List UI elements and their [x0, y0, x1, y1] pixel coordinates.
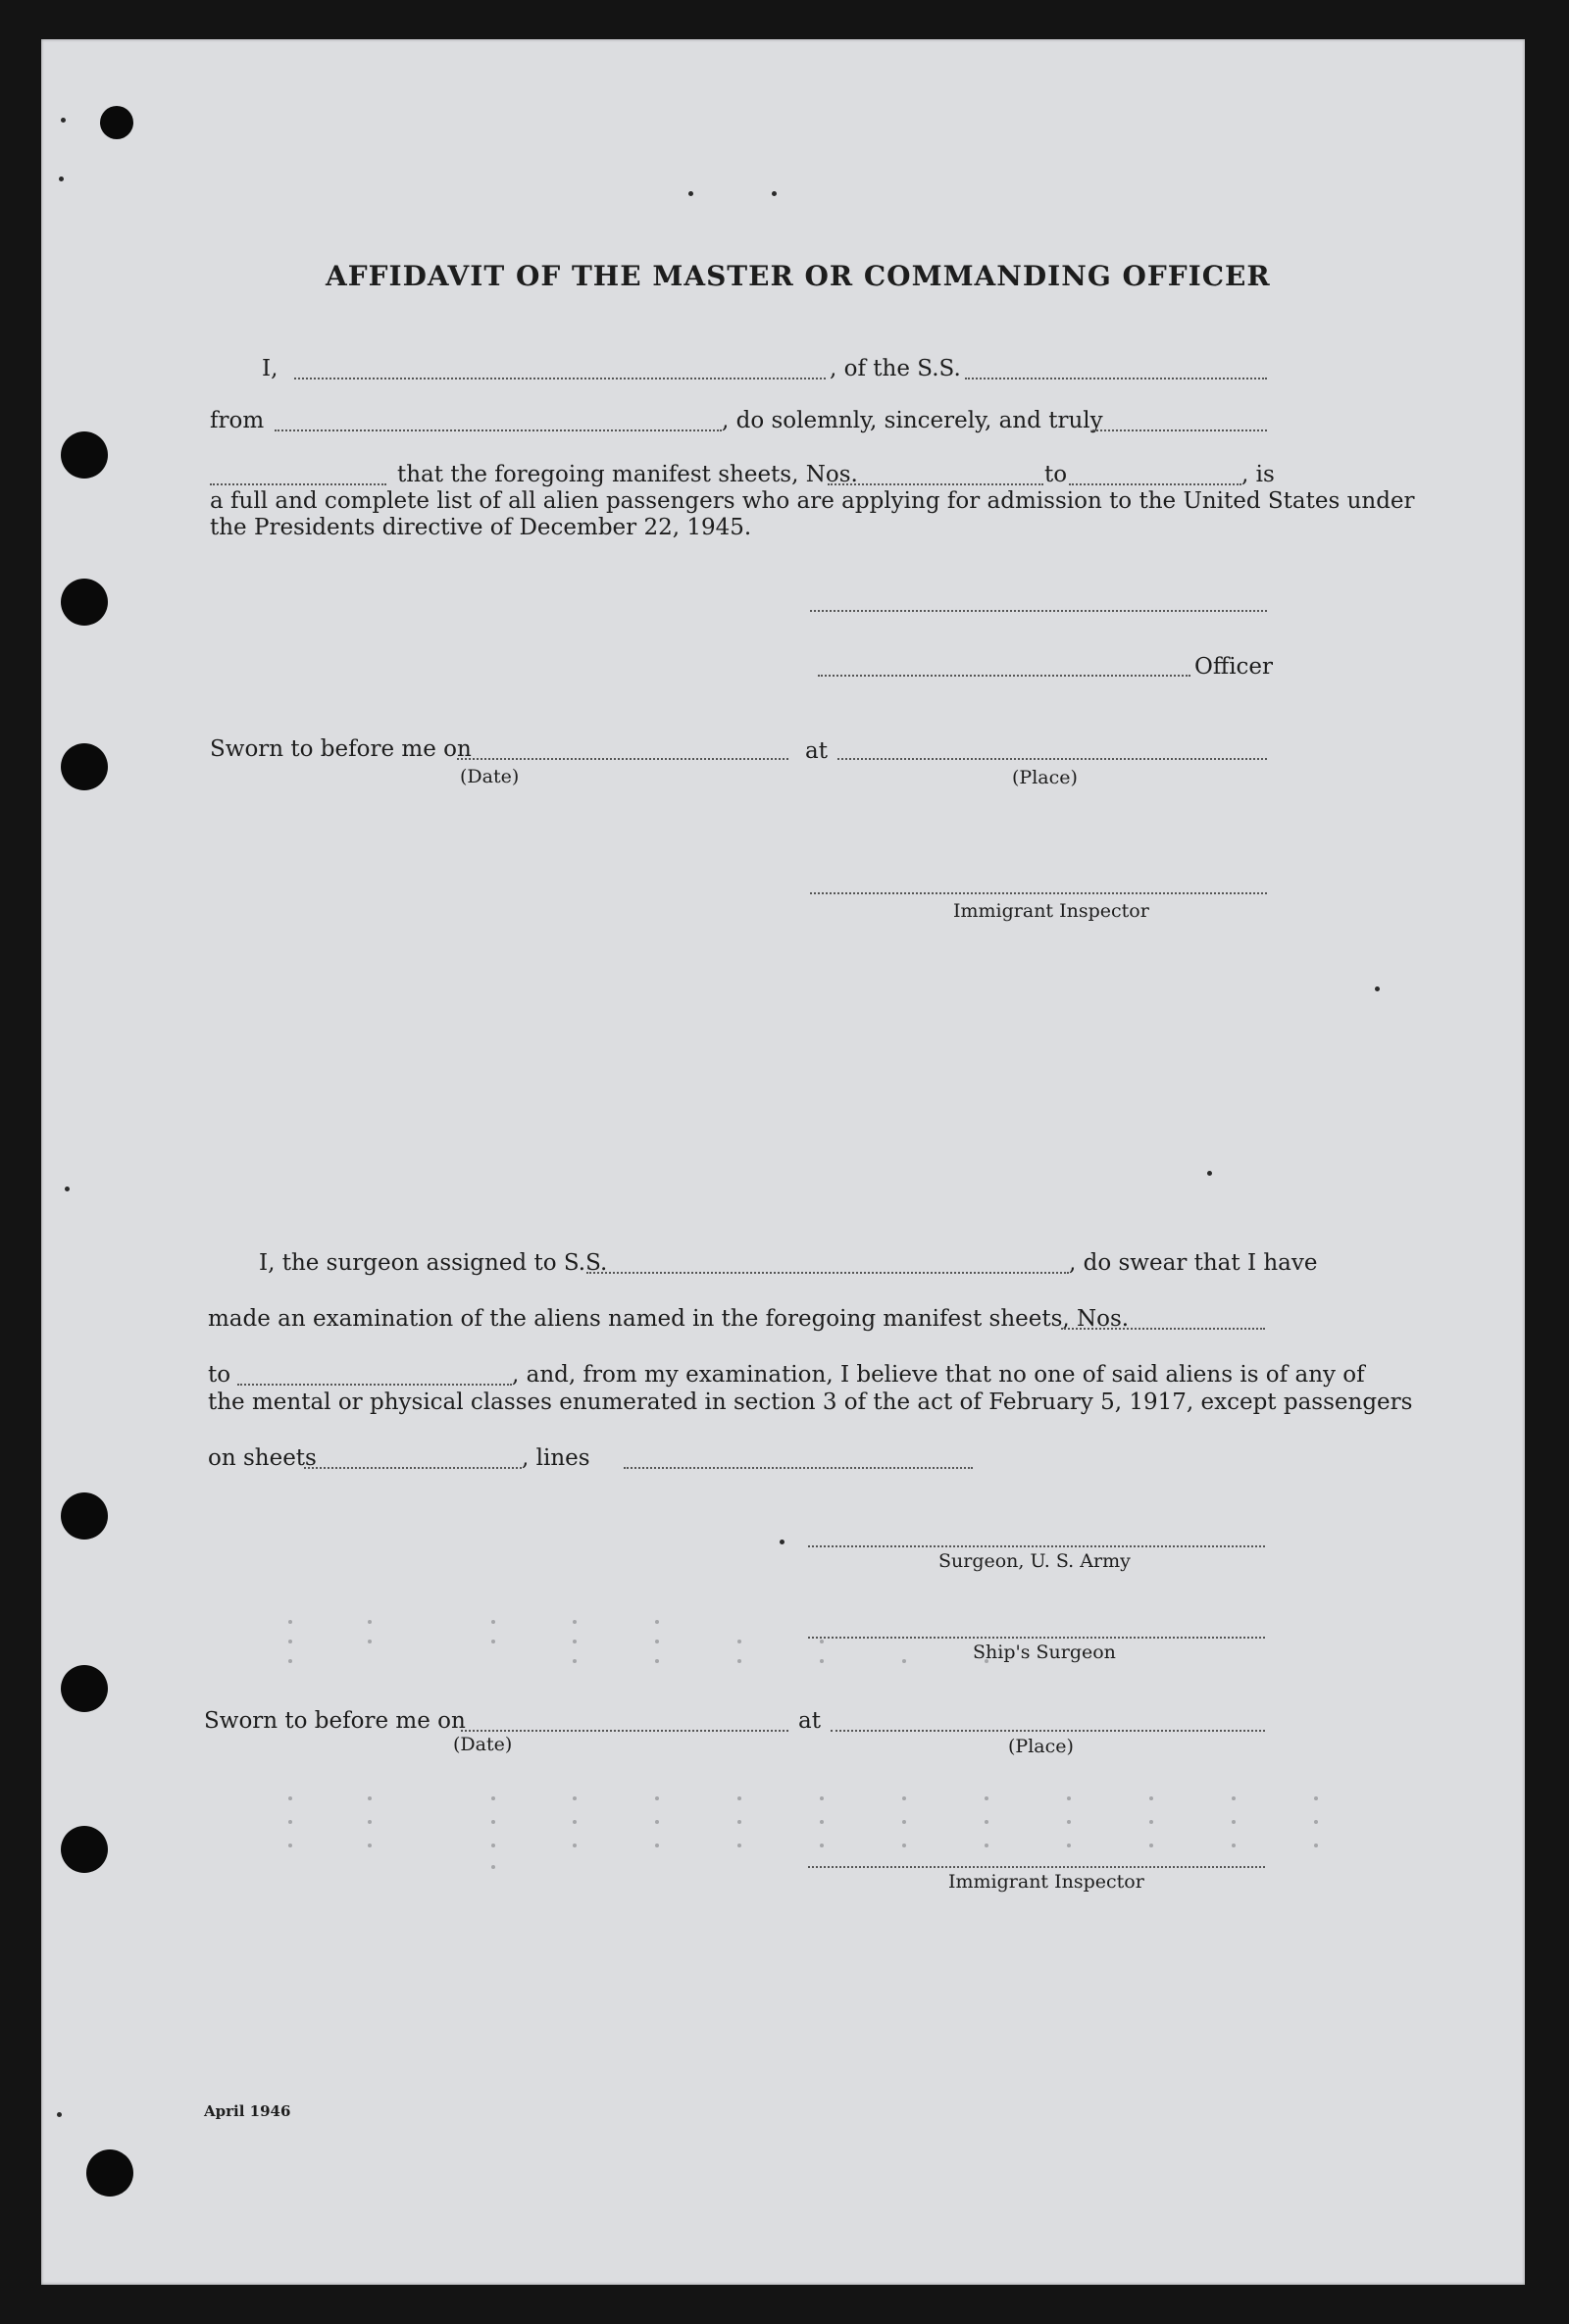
on-sheets-label: on sheets [208, 1445, 317, 1471]
master-name-field[interactable] [294, 378, 826, 379]
surgeon-ship-field[interactable] [586, 1272, 1069, 1274]
bleed-through-mark [902, 1844, 906, 1847]
bleed-through-mark [573, 1659, 577, 1663]
master-signature-line[interactable] [810, 610, 1267, 612]
affidavit-title: AFFIDAVIT OF THE MASTER OR COMMANDING OFFICER [326, 260, 1271, 292]
punch-hole [61, 1826, 108, 1873]
bleed-through-mark [902, 1820, 906, 1824]
classes-line: the mental or physical classes enumerated in section 3 of the act of February 5, 1917, except passengers [208, 1389, 1413, 1415]
lines-label: , lines [522, 1445, 590, 1471]
bleed-through-mark [368, 1620, 372, 1624]
bleed-through-mark [737, 1796, 741, 1800]
punch-hole [61, 1665, 108, 1712]
bleed-through-mark [288, 1844, 292, 1847]
directive-line: the Presidents directive of December 22, 1945. [210, 515, 752, 540]
examination-belief-line: , and, from my examination, I believe that no one of said aliens is of any of [512, 1362, 1365, 1388]
bleed-through-mark [737, 1844, 741, 1847]
speck [780, 1540, 784, 1544]
bleed-through-mark [655, 1620, 659, 1624]
date-caption: (Date) [460, 766, 520, 787]
except-sheets-field[interactable] [304, 1467, 522, 1469]
surgeon-inspector-caption: Immigrant Inspector [948, 1871, 1144, 1893]
surgeon-place-caption: (Place) [1008, 1736, 1074, 1757]
bleed-through-mark [491, 1640, 495, 1643]
from-label: from [210, 408, 265, 433]
bleed-through-mark [1232, 1796, 1236, 1800]
speck [1375, 986, 1380, 991]
bleed-through-mark [288, 1640, 292, 1643]
bleed-through-mark [368, 1820, 372, 1824]
surgeon-intro: I, the surgeon assigned to S.S. [259, 1250, 608, 1276]
officer-label: Officer [1194, 654, 1274, 680]
bleed-through-mark [1314, 1820, 1318, 1824]
bleed-through-mark [820, 1844, 824, 1847]
ships-surgeon-caption: Ship's Surgeon [973, 1642, 1116, 1663]
at-label: at [805, 738, 828, 764]
speck [57, 2112, 62, 2117]
bleed-through-mark [985, 1796, 988, 1800]
bleed-through-mark [288, 1796, 292, 1800]
bleed-through-mark [491, 1820, 495, 1824]
punch-hole [61, 743, 108, 790]
oath-word-field[interactable] [1092, 429, 1267, 431]
bleed-through-mark [368, 1844, 372, 1847]
bleed-through-mark [288, 1620, 292, 1624]
bleed-through-mark [1232, 1820, 1236, 1824]
bleed-through-mark [368, 1796, 372, 1800]
bleed-through-mark [902, 1796, 906, 1800]
surgeon-inspector-signature-line[interactable] [808, 1866, 1265, 1868]
bleed-through-mark [1232, 1844, 1236, 1847]
of-ss-label: , of the S.S. [830, 356, 961, 381]
bleed-through-mark [1149, 1844, 1153, 1847]
statement-line: a full and complete list of all alien passengers who are applying for admission to the United States under [210, 488, 1415, 514]
bleed-through-mark [1067, 1844, 1071, 1847]
surgeon-date-caption: (Date) [453, 1734, 513, 1755]
oath-verb-field[interactable] [210, 483, 386, 485]
bleed-through-mark [368, 1640, 372, 1643]
master-i-label: I, [262, 356, 278, 381]
bleed-through-mark [655, 1820, 659, 1824]
bleed-through-mark [573, 1796, 577, 1800]
surgeon-at-label: at [798, 1708, 821, 1734]
punch-hole [100, 106, 133, 139]
bleed-through-mark [573, 1640, 577, 1643]
surgeon-sworn-place-field[interactable] [831, 1730, 1265, 1732]
bleed-through-mark [820, 1659, 824, 1663]
examination-line: made an examination of the aliens named in the foregoing manifest sheets, Nos. [208, 1306, 1130, 1332]
bleed-through-mark [655, 1796, 659, 1800]
army-surgeon-caption: Surgeon, U. S. Army [938, 1550, 1131, 1572]
speck [59, 177, 64, 181]
place-caption: (Place) [1012, 767, 1078, 788]
form-sheet [41, 39, 1525, 2285]
officer-signature-line[interactable] [818, 675, 1190, 677]
ships-surgeon-signature-line[interactable] [808, 1637, 1265, 1639]
bleed-through-mark [737, 1659, 741, 1663]
bleed-through-mark [655, 1640, 659, 1643]
surgeon-sheets-to-field[interactable] [237, 1384, 512, 1386]
bleed-through-mark [1067, 1820, 1071, 1824]
speck [1207, 1171, 1212, 1176]
bleed-through-mark [985, 1820, 988, 1824]
bleed-through-mark [1149, 1796, 1153, 1800]
bleed-through-mark [820, 1820, 824, 1824]
bleed-through-mark [491, 1620, 495, 1624]
surgeon-sworn-date-field[interactable] [461, 1730, 788, 1732]
bleed-through-mark [820, 1640, 824, 1643]
bleed-through-mark [1314, 1844, 1318, 1847]
bleed-through-mark [491, 1796, 495, 1800]
bleed-through-mark [288, 1659, 292, 1663]
inspector-signature-line[interactable] [810, 892, 1267, 894]
bleed-through-mark [573, 1844, 577, 1847]
form-date: April 1946 [204, 2102, 291, 2120]
punch-hole [61, 1492, 108, 1540]
sworn-date-field[interactable] [457, 758, 788, 760]
bleed-through-mark [491, 1865, 495, 1869]
to-label: to [1044, 462, 1068, 487]
bleed-through-mark [491, 1844, 495, 1847]
punch-hole [61, 431, 108, 479]
surgeon-to-label: to [208, 1362, 231, 1388]
master-ship-field[interactable] [965, 378, 1267, 379]
punch-hole [86, 2149, 133, 2197]
sheet-from-field[interactable] [828, 483, 1043, 485]
bleed-through-mark [655, 1844, 659, 1847]
inspector-caption: Immigrant Inspector [953, 900, 1149, 922]
bleed-through-mark [820, 1796, 824, 1800]
speck [61, 118, 66, 123]
bleed-through-mark [737, 1640, 741, 1643]
sworn-label: Sworn to before me on [210, 736, 472, 762]
swear-label: , do swear that I have [1069, 1250, 1318, 1276]
bleed-through-mark [902, 1659, 906, 1663]
bleed-through-mark [288, 1820, 292, 1824]
except-lines-field[interactable] [624, 1467, 973, 1469]
army-surgeon-signature-line[interactable] [808, 1545, 1265, 1547]
bleed-through-mark [573, 1820, 577, 1824]
foregoing-sheets-label: that the foregoing manifest sheets, Nos. [397, 462, 858, 487]
surgeon-sheets-from-field[interactable] [1061, 1328, 1265, 1330]
bleed-through-mark [737, 1820, 741, 1824]
bleed-through-mark [1149, 1820, 1153, 1824]
bleed-through-mark [985, 1844, 988, 1847]
speck [688, 191, 693, 196]
speck [772, 191, 777, 196]
sworn-place-field[interactable] [837, 758, 1267, 760]
solemnly-label: , do solemnly, sincerely, and truly [722, 408, 1103, 433]
punch-hole [61, 579, 108, 626]
bleed-through-mark [655, 1659, 659, 1663]
from-port-field[interactable] [275, 429, 722, 431]
sheet-to-field[interactable] [1069, 483, 1241, 485]
bleed-through-mark [1067, 1796, 1071, 1800]
bleed-through-mark [573, 1620, 577, 1624]
is-label: , is [1241, 462, 1275, 487]
surgeon-sworn-label: Sworn to before me on [204, 1708, 466, 1734]
bleed-through-mark [1314, 1796, 1318, 1800]
speck [65, 1187, 70, 1191]
